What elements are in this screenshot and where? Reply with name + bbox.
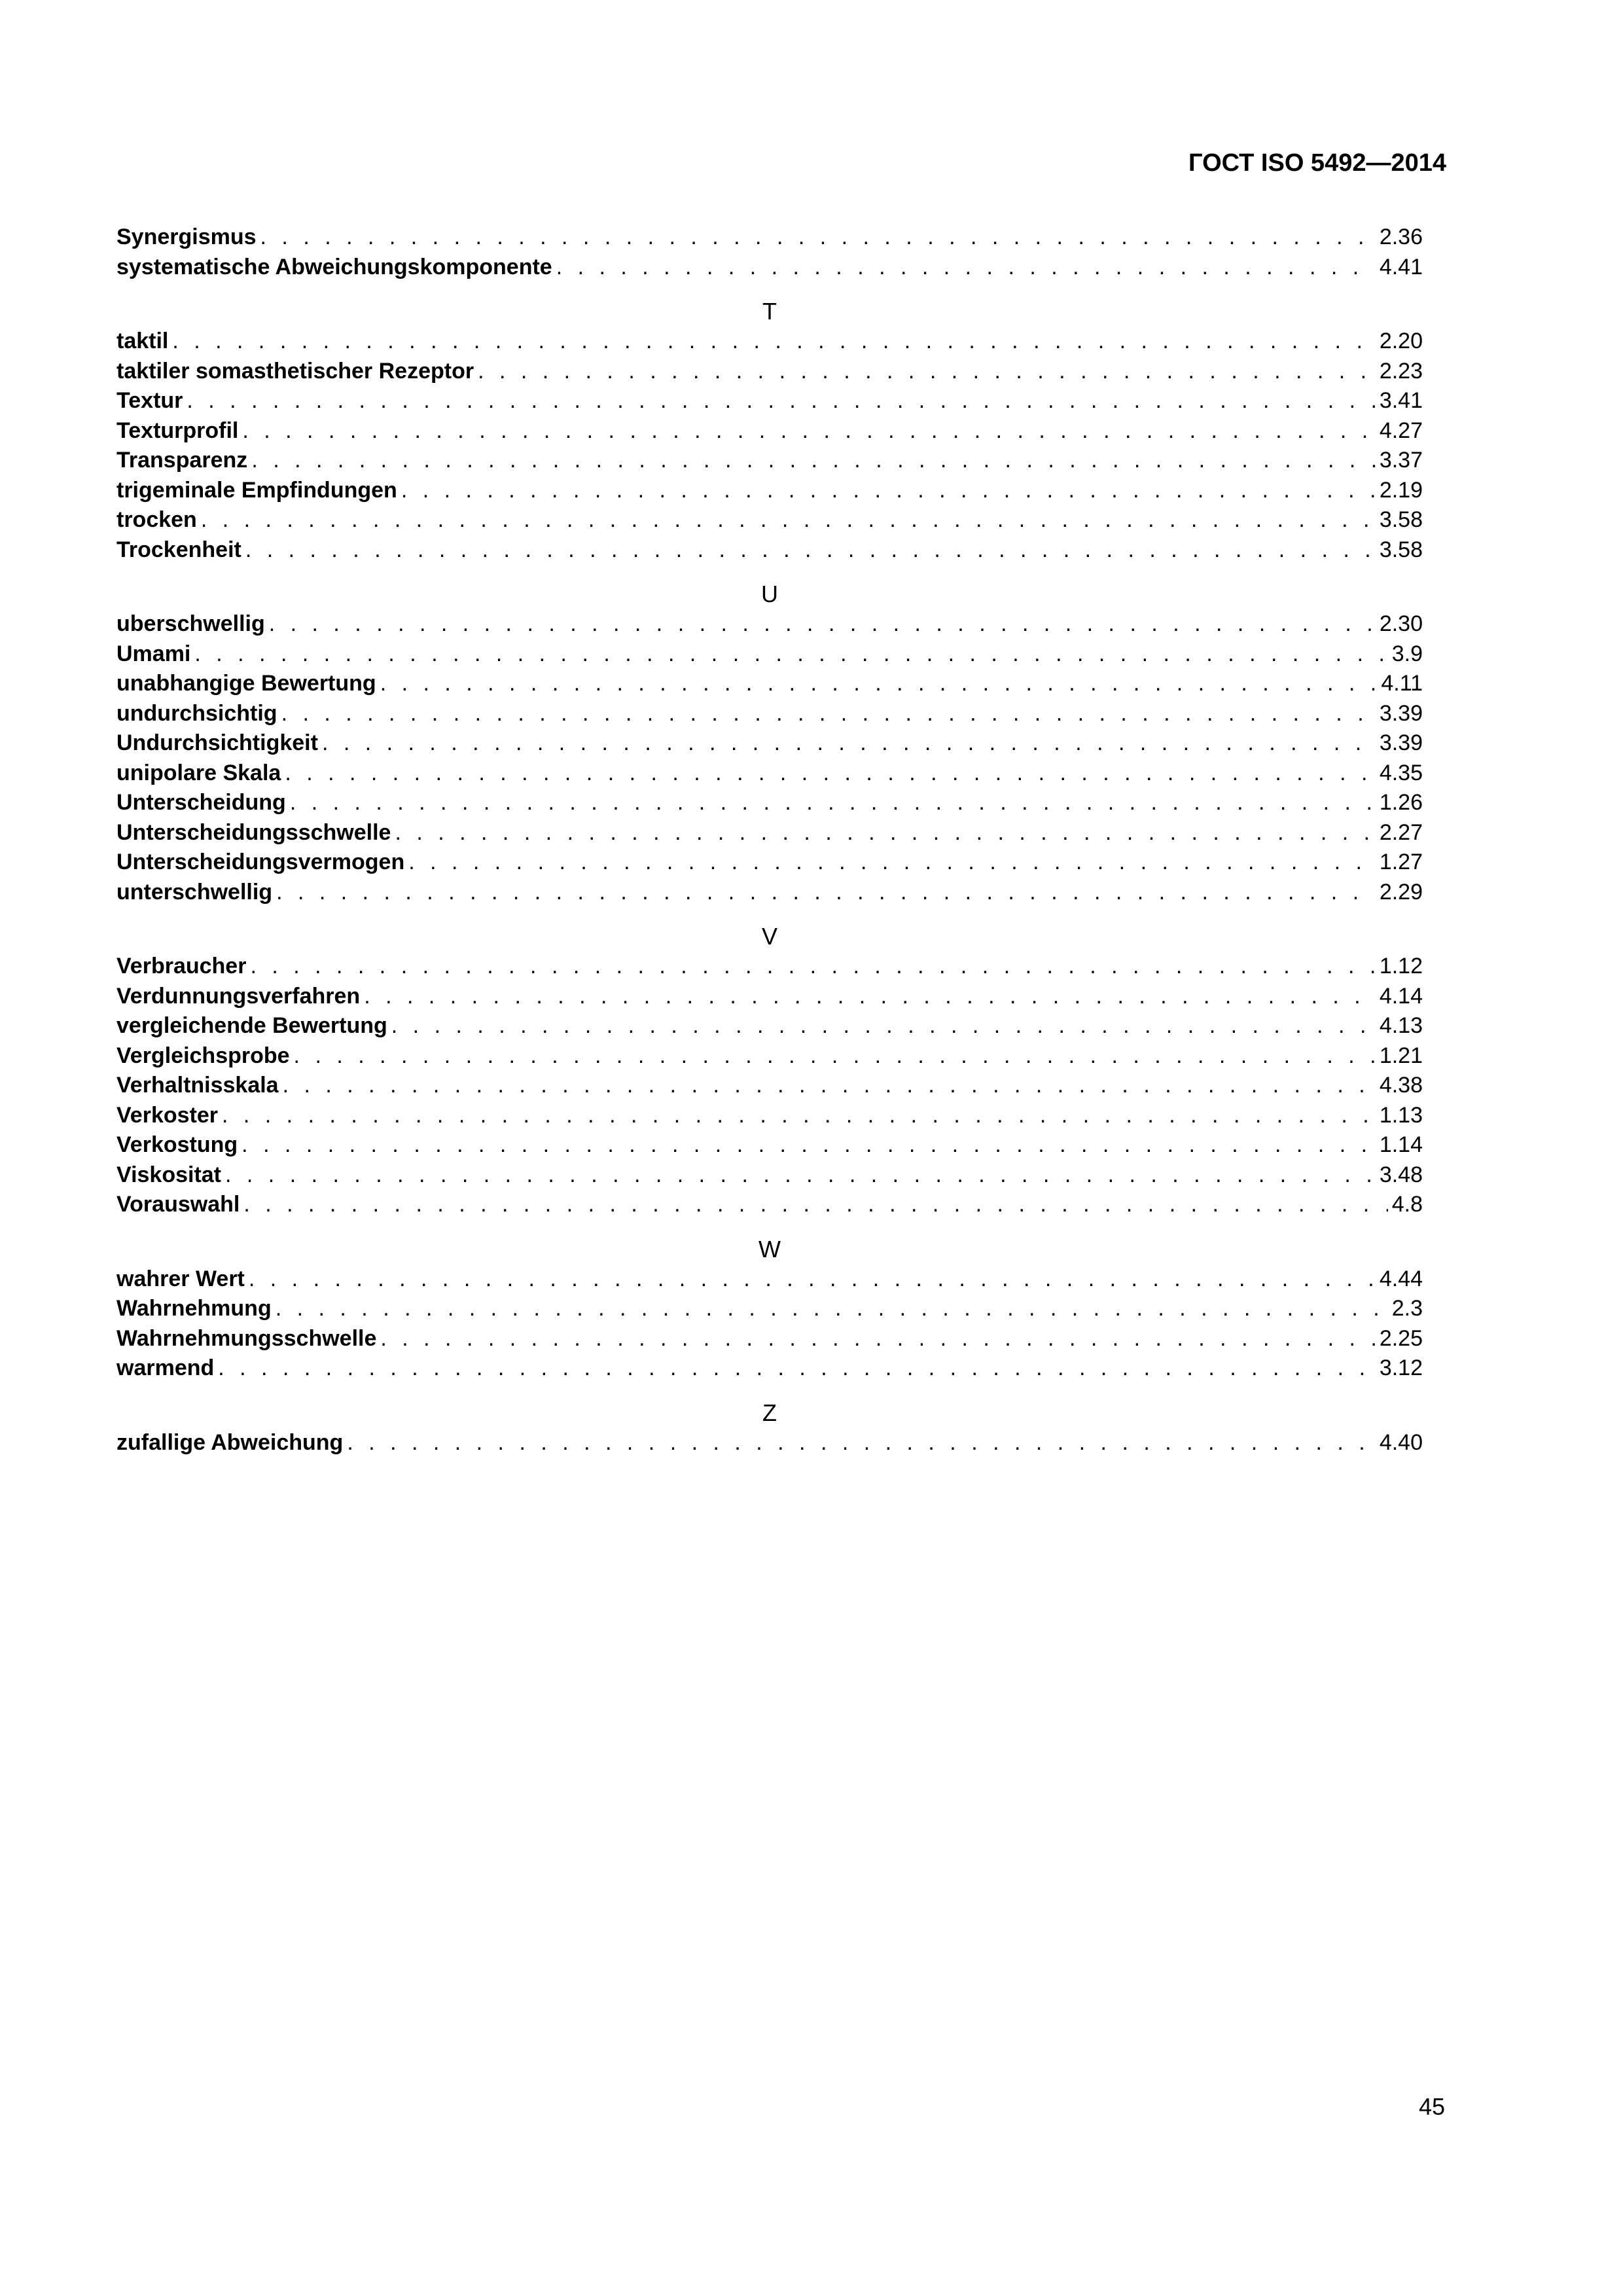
index-entry — [116, 609, 1423, 639]
index-term: Wahrnehmung — [116, 1296, 272, 1321]
index-reference: 1.26 — [1379, 790, 1423, 815]
dot-leader — [276, 1294, 1388, 1324]
dot-leader — [380, 1324, 1375, 1354]
section-letter-heading: U — [761, 581, 778, 607]
index-entry — [116, 788, 1423, 818]
index-term: zufallige Abweichung — [116, 1429, 344, 1455]
alphabetical-index — [116, 223, 1423, 1458]
index-entry — [116, 1428, 1423, 1458]
index-term: Wahrnehmungsschwelle — [116, 1325, 377, 1351]
page-number: 45 — [1418, 2093, 1445, 2120]
dot-leader — [243, 1190, 1387, 1220]
dot-leader — [249, 1265, 1376, 1295]
index-reference: 4.14 — [1379, 983, 1423, 1009]
dot-leader — [285, 759, 1375, 789]
index-reference: 4.35 — [1379, 760, 1423, 785]
index-term: Unterscheidung — [116, 790, 286, 815]
dot-leader — [478, 357, 1376, 387]
dot-leader — [242, 416, 1375, 446]
index-entry — [116, 1071, 1423, 1101]
index-entry — [116, 1041, 1423, 1071]
index-term: trocken — [116, 507, 197, 532]
index-term: Umami — [116, 641, 191, 666]
index-reference: 1.14 — [1379, 1132, 1423, 1157]
index-term: unipolare Skala — [116, 760, 281, 785]
dot-leader — [322, 728, 1376, 759]
index-term: Unterscheidungsvermogen — [116, 850, 405, 874]
index-reference: 4.40 — [1379, 1429, 1423, 1455]
index-term: taktil — [116, 329, 169, 353]
index-reference: 2.36 — [1379, 224, 1423, 249]
index-term: Trockenheit — [116, 537, 241, 562]
index-term: Verbraucher — [116, 954, 247, 978]
index-reference: 3.58 — [1379, 537, 1423, 562]
index-term: wahrer Wert — [116, 1266, 245, 1291]
dot-leader — [241, 1130, 1376, 1160]
index-term: warmend — [116, 1355, 215, 1380]
index-term: Verkostung — [116, 1132, 238, 1157]
index-section-u — [116, 579, 1423, 907]
index-reference: 2.23 — [1379, 358, 1423, 384]
index-entry — [116, 1101, 1423, 1131]
index-reference: 3.48 — [1379, 1162, 1423, 1187]
index-reference: 2.25 — [1379, 1325, 1423, 1351]
index-term: Vergleichsprobe — [116, 1043, 290, 1068]
index-entry — [116, 1324, 1423, 1354]
index-term: taktiler somasthetischer Rezeptor — [116, 358, 474, 384]
index-reference: 4.8 — [1391, 1192, 1423, 1217]
index-reference: 4.44 — [1379, 1266, 1423, 1291]
index-entry — [116, 699, 1423, 729]
index-term: Unterscheidungsschwelle — [116, 819, 391, 845]
index-term: systematische Abweichungskomponente — [116, 254, 552, 279]
dot-leader — [251, 446, 1376, 476]
index-reference: 4.13 — [1379, 1013, 1423, 1038]
index-entry — [116, 223, 1423, 253]
dot-leader — [281, 699, 1376, 729]
index-section-t — [116, 296, 1423, 565]
index-entry — [116, 1294, 1423, 1324]
section-letter-heading: T — [762, 298, 777, 325]
dot-leader — [364, 982, 1376, 1012]
index-term: trigeminale Empfindungen — [116, 477, 397, 503]
index-reference: 3.9 — [1391, 641, 1423, 666]
dot-leader — [283, 1071, 1376, 1101]
section-letter-heading: Z — [762, 1399, 777, 1426]
index-term: Verhaltnisskala — [116, 1073, 279, 1098]
page-header-standard: ГОСТ ISO 5492—2014 — [1188, 149, 1446, 177]
index-section-w — [116, 1234, 1423, 1384]
index-reference: 3.37 — [1379, 448, 1423, 473]
index-reference: 4.41 — [1379, 254, 1423, 279]
index-term: Verkoster — [116, 1102, 218, 1128]
dot-leader — [222, 1101, 1376, 1131]
dot-leader — [250, 952, 1375, 982]
index-reference: 4.11 — [1381, 671, 1423, 696]
dot-leader — [269, 609, 1376, 639]
index-reference: 2.3 — [1391, 1296, 1423, 1321]
dot-leader — [395, 818, 1375, 848]
index-reference: 3.39 — [1379, 730, 1423, 755]
index-term: Verdunnungsverfahren — [116, 983, 361, 1009]
index-entry — [116, 818, 1423, 848]
dot-leader — [218, 1354, 1376, 1384]
index-term: Viskositat — [116, 1162, 222, 1187]
index-entry — [116, 476, 1423, 506]
index-reference: 2.27 — [1379, 819, 1423, 845]
dot-leader — [347, 1428, 1376, 1458]
dot-leader — [172, 327, 1375, 357]
index-reference: 1.27 — [1379, 850, 1423, 874]
index-reference: 3.12 — [1379, 1355, 1423, 1380]
index-reference: 3.41 — [1379, 388, 1423, 413]
index-entry — [116, 1354, 1423, 1384]
index-reference: 1.13 — [1379, 1102, 1423, 1128]
dot-leader — [225, 1160, 1376, 1191]
index-entry — [116, 446, 1423, 476]
index-entry — [116, 848, 1423, 878]
index-reference: 4.38 — [1379, 1073, 1423, 1098]
dot-leader — [556, 253, 1376, 283]
index-entry — [116, 327, 1423, 357]
index-entry — [116, 1190, 1423, 1220]
dot-leader — [408, 848, 1376, 878]
section-letter-heading: V — [761, 923, 777, 950]
index-reference: 4.27 — [1379, 418, 1423, 443]
index-term: Synergismus — [116, 224, 257, 249]
index-entry — [116, 982, 1423, 1012]
index-reference: 2.30 — [1379, 611, 1423, 636]
index-entry — [116, 878, 1423, 908]
dot-leader — [276, 878, 1376, 908]
index-entry — [116, 253, 1423, 283]
index-term: unabhangige Bewertung — [116, 671, 376, 696]
index-reference: 1.12 — [1379, 954, 1423, 978]
index-term: unterschwellig — [116, 879, 273, 905]
index-entry — [116, 728, 1423, 759]
index-term: Transparenz — [116, 448, 248, 473]
dot-leader — [391, 1011, 1376, 1041]
index-entry — [116, 669, 1423, 699]
index-entry — [116, 759, 1423, 789]
dot-leader — [201, 505, 1376, 535]
index-entry — [116, 386, 1423, 416]
index-entry — [116, 1160, 1423, 1191]
dot-leader — [245, 535, 1376, 565]
index-reference: 3.39 — [1379, 700, 1423, 726]
index-reference: 2.29 — [1379, 879, 1423, 905]
index-term: uberschwellig — [116, 611, 265, 636]
index-section-v — [116, 922, 1423, 1220]
index-term: vergleichende Bewertung — [116, 1013, 387, 1038]
dot-leader — [187, 386, 1375, 416]
index-term: Vorauswahl — [116, 1192, 240, 1217]
index-term: Undurchsichtigkeit — [116, 730, 318, 755]
dot-leader — [194, 639, 1387, 670]
index-entry — [116, 535, 1423, 565]
index-reference: 1.21 — [1379, 1043, 1423, 1068]
dot-leader — [401, 476, 1376, 506]
index-reference: 3.58 — [1379, 507, 1423, 532]
index-entry — [116, 416, 1423, 446]
index-entry — [116, 505, 1423, 535]
index-reference: 2.19 — [1379, 477, 1423, 503]
index-reference: 2.20 — [1379, 329, 1423, 353]
dot-leader — [290, 788, 1376, 818]
dot-leader — [380, 669, 1378, 699]
index-entry — [116, 1011, 1423, 1041]
index-entry — [116, 1130, 1423, 1160]
index-section-continued — [116, 223, 1423, 282]
section-letter-heading: W — [758, 1235, 781, 1263]
index-term: Textur — [116, 388, 183, 413]
index-entry — [116, 1265, 1423, 1295]
index-entry — [116, 639, 1423, 670]
index-term: Texturprofil — [116, 418, 239, 443]
dot-leader — [260, 223, 1376, 253]
index-entry — [116, 952, 1423, 982]
index-term: undurchsichtig — [116, 700, 277, 726]
index-section-z — [116, 1398, 1423, 1458]
index-entry — [116, 357, 1423, 387]
dot-leader — [294, 1041, 1376, 1071]
